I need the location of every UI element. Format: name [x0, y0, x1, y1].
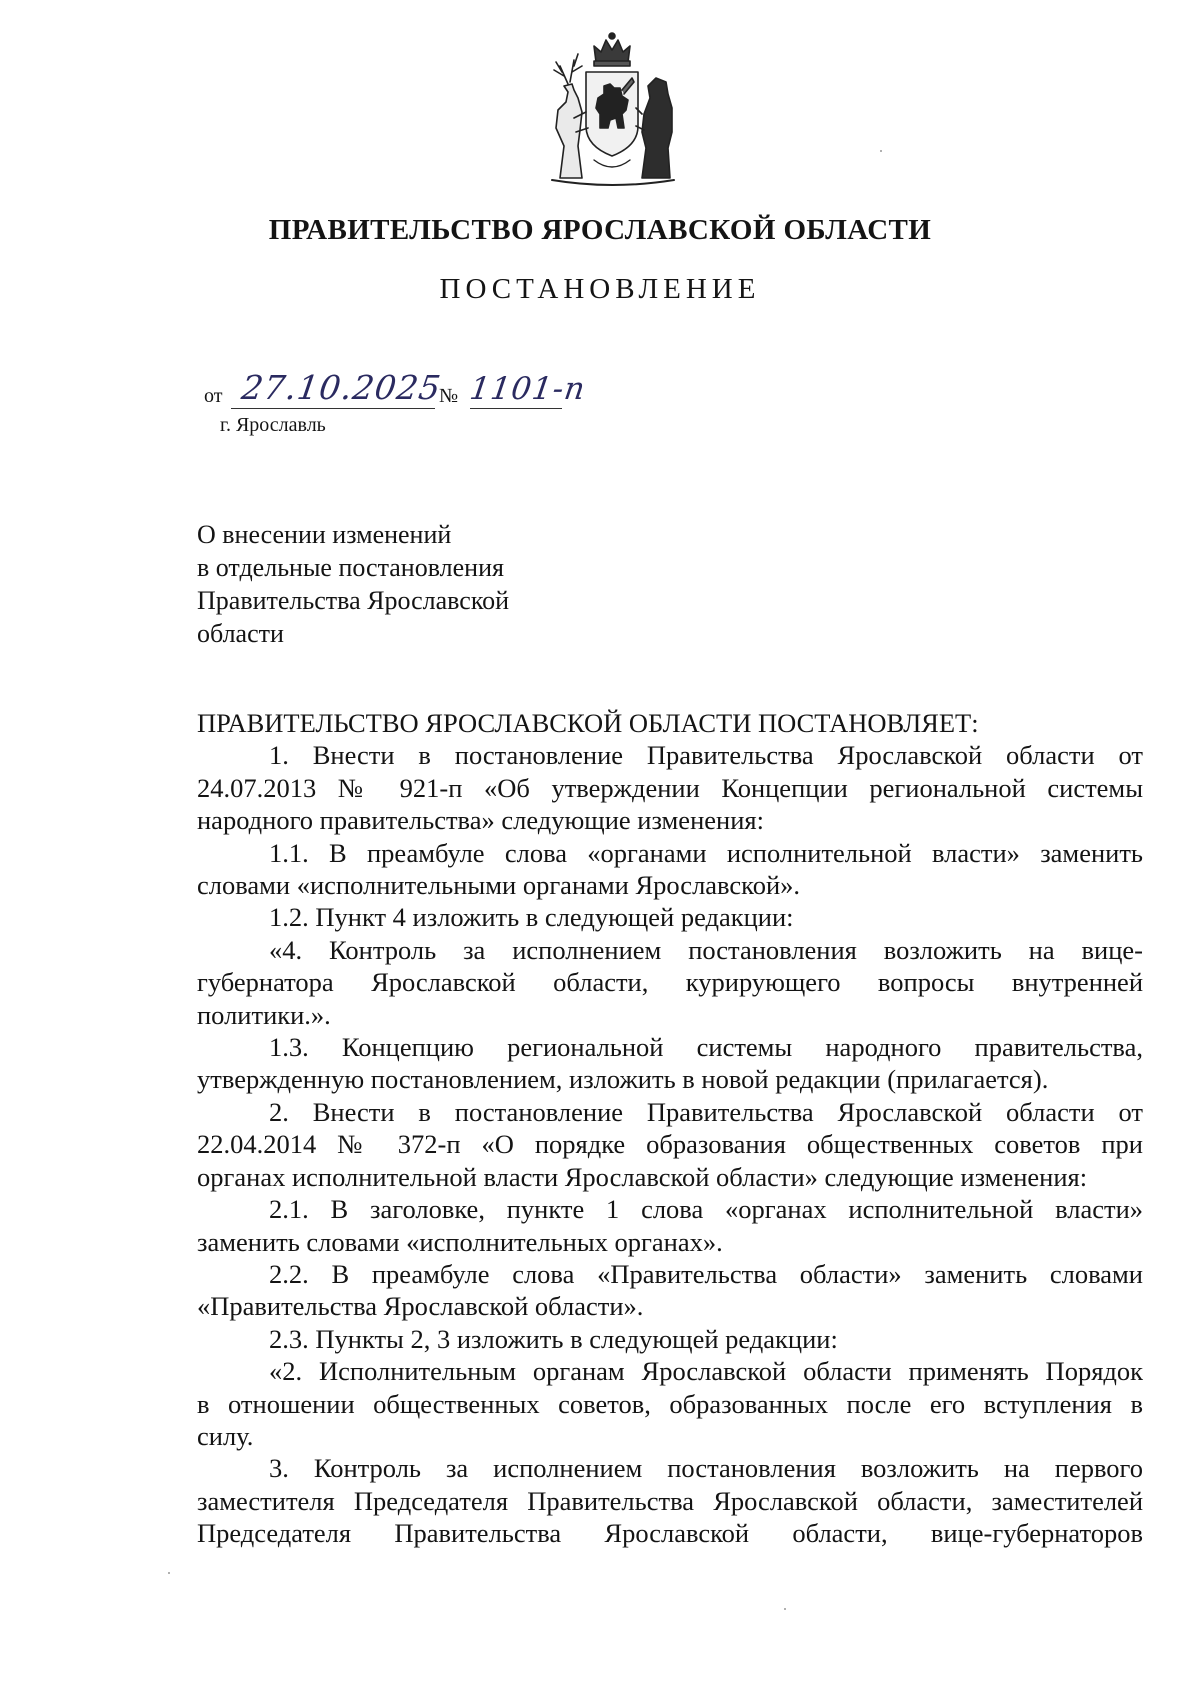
text-line: «2. Исполнительным органам Ярославской области применять Порядок [269, 1356, 1143, 1387]
text-line: 2. Внести в постановление Правительства Ярославской области от [269, 1096, 1143, 1127]
text-line: 3. Контроль за исполнением постановления возложить на первого [269, 1453, 1143, 1484]
number-value: 1101-п [467, 371, 588, 407]
text-line: 2.3. Пункты 2, 3 изложить в следующей редакции: [269, 1323, 838, 1354]
date-underline [231, 408, 435, 409]
text-line: 22.04.2014 № 372-п «О порядке образования общественных советов при [197, 1129, 1143, 1160]
text-line: заместителя Председателя Правительства Ярославской области, заместителей [197, 1485, 1143, 1516]
subject-line: области [197, 619, 284, 648]
text-line: «4. Контроль за исполнением постановления возложить на вице- [269, 934, 1143, 965]
scan-speck [168, 1572, 170, 1574]
text-line: в отношении общественных советов, образованных после его вступления в [197, 1388, 1143, 1419]
organization-title: ПРАВИТЕЛЬСТВО ЯРОСЛАВСКОЙ ОБЛАСТИ [268, 214, 932, 246]
text-line: заменить словами «исполнительных органах». [197, 1226, 723, 1257]
text-line: губернатора Ярославской области, курирующего вопросы внутренней [197, 967, 1143, 998]
text-line: 1.2. Пункт 4 изложить в следующей редакции: [269, 902, 794, 933]
text-line: политики.». [197, 999, 331, 1030]
text-line: «Правительства Ярославской области». [197, 1291, 644, 1322]
number-prefix: № [439, 385, 459, 407]
text-line: органах исполнительной власти Ярославской области» следующие изменения: [197, 1161, 1088, 1192]
text-line: Председателя Правительства Ярославской области, вице-губернаторов [197, 1518, 1143, 1549]
text-line: 1.1. В преамбуле слова «органами исполнительной власти» заменить [269, 837, 1143, 868]
text-line: утвержденную постановлением, изложить в новой редакции (прилагается). [197, 1064, 1049, 1095]
subject-line: Правительства Ярославской [197, 586, 510, 615]
coat-of-arms-icon [538, 28, 686, 186]
resolution-heading: ПРАВИТЕЛЬСТВО ЯРОСЛАВСКОЙ ОБЛАСТИ ПОСТАНОВЛЯЕТ: [197, 708, 979, 738]
subject-line: в отдельные постановления [197, 553, 504, 582]
subject-line: О внесении изменений [197, 520, 452, 549]
date-value: 27.10.2025 [239, 368, 444, 407]
document-type: ПОСТАНОВЛЕНИЕ [439, 273, 761, 305]
date-prefix: от [204, 385, 223, 407]
scan-speck [880, 150, 882, 152]
scan-speck [784, 1608, 786, 1610]
document-body [197, 707, 1143, 1550]
text-line: силу. [197, 1420, 254, 1451]
date-number-line [204, 360, 624, 416]
document-subject [197, 518, 509, 650]
text-line: словами «исполнительными органами Ярославской». [197, 870, 801, 901]
text-line: 1. Внести в постановление Правительства Ярославской области от [269, 740, 1143, 771]
text-line: народного правительства» следующие изменения: [197, 805, 764, 836]
text-line: 2.1. В заголовке, пункте 1 слова «органах исполнительной власти» [269, 1194, 1143, 1225]
number-underline [470, 408, 562, 409]
text-line: 2.2. В преамбуле слова «Правительства области» заменить словами [269, 1258, 1143, 1289]
text-line: 1.3. Концепцию региональной системы народного правительства, [269, 1032, 1143, 1063]
text-line: 24.07.2013 № 921-п «Об утверждении Концепции региональной системы [197, 772, 1143, 803]
city: г. Ярославль [220, 414, 326, 436]
